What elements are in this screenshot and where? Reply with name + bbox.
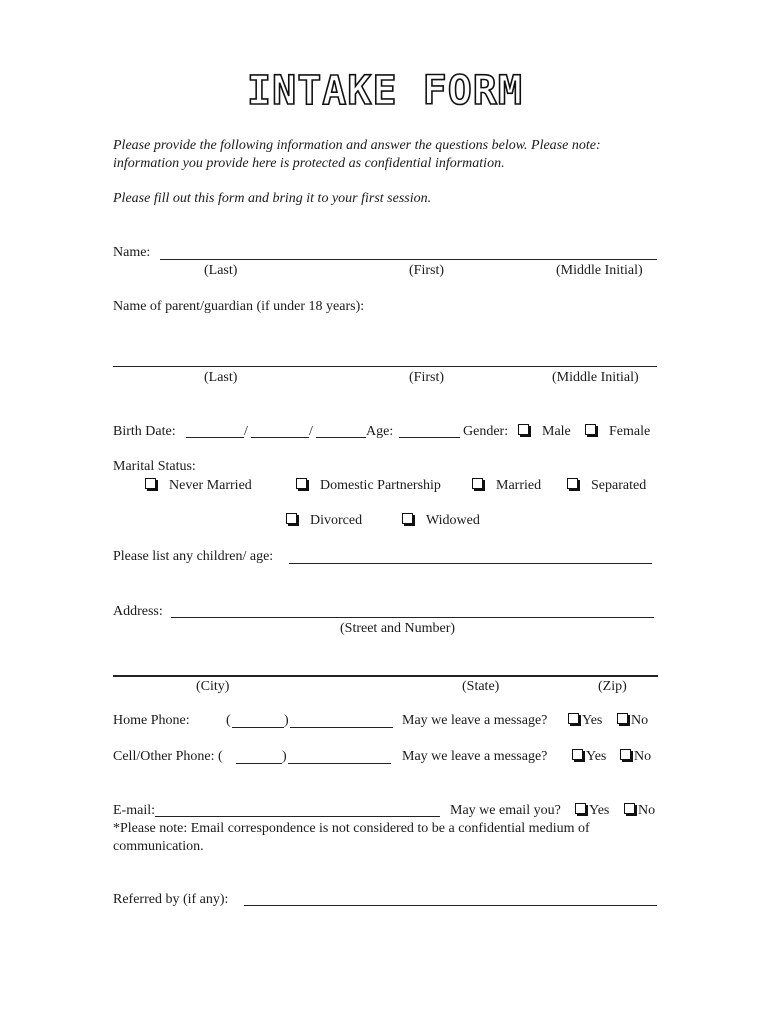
email-question: May we email you? [450, 803, 561, 818]
gender-male-option[interactable] [518, 424, 571, 440]
intro-line-3: Please fill out this form and bring it to your first session. [113, 191, 432, 206]
home-phone-close-paren: ) [284, 713, 289, 728]
name-label: Name: [113, 245, 151, 260]
birth-separator-1: / [244, 424, 248, 439]
cell-phone-close-paren: ) [282, 749, 287, 764]
email-label: E-mail: [113, 803, 155, 818]
email-input-line[interactable] [155, 816, 440, 817]
marital-never-label: Never Married [169, 478, 252, 493]
children-label: Please list any children/ age: [113, 549, 274, 564]
guardian-last-caption: (Last) [204, 370, 238, 385]
marital-status-label: Marital Status: [113, 459, 196, 474]
birth-month-line[interactable] [186, 437, 244, 438]
email-yes-label: Yes [589, 803, 610, 818]
checkbox-icon[interactable] [572, 749, 583, 760]
email-note-line-1: *Please note: Email correspondence is not considered to be a confidential medium of [113, 821, 590, 836]
home-phone-label: Home Phone: [113, 713, 190, 728]
cell-phone-area-line[interactable] [236, 763, 282, 764]
home-phone-area-line[interactable] [232, 727, 284, 728]
home-phone-open-paren: ( [226, 713, 231, 728]
home-phone-yes-option[interactable] [568, 713, 602, 729]
checkbox-icon[interactable] [575, 803, 586, 814]
home-phone-no-option[interactable] [617, 713, 648, 729]
cell-phone-no-label: No [634, 749, 652, 764]
birth-date-label: Birth Date: [113, 424, 176, 439]
home-phone-no-label: No [631, 713, 649, 728]
name-input-line[interactable] [160, 259, 657, 260]
checkbox-icon[interactable] [145, 478, 156, 489]
gender-female-label: Female [609, 424, 651, 439]
referred-by-input-line[interactable] [244, 905, 657, 906]
checkbox-icon[interactable] [472, 478, 483, 489]
guardian-input-line[interactable] [113, 366, 657, 367]
birth-day-line[interactable] [251, 437, 309, 438]
checkbox-icon[interactable] [617, 713, 628, 724]
marital-domestic-label: Domestic Partnership [320, 478, 441, 493]
address-street-line[interactable] [171, 617, 654, 618]
email-note-line-2: communication. [113, 839, 204, 854]
cell-phone-yes-option[interactable] [572, 749, 606, 765]
address-city-line[interactable] [113, 675, 658, 677]
age-input-line[interactable] [399, 437, 460, 438]
checkbox-icon[interactable] [518, 424, 529, 435]
marital-divorced-label: Divorced [310, 513, 363, 528]
checkbox-icon[interactable] [620, 749, 631, 760]
checkbox-icon[interactable] [402, 513, 413, 524]
cell-phone-yes-label: Yes [586, 749, 607, 764]
form-title: INTAKE FORM [247, 68, 523, 114]
name-middle-caption: (Middle Initial) [556, 263, 643, 278]
checkbox-icon[interactable] [286, 513, 297, 524]
cell-phone-message-question: May we leave a message? [402, 749, 548, 764]
referred-by-label: Referred by (if any): [113, 892, 229, 907]
cell-phone-no-option[interactable] [620, 749, 651, 765]
address-label: Address: [113, 604, 163, 619]
cell-phone-label: Cell/Other Phone: ( [113, 749, 223, 764]
name-first-caption: (First) [409, 263, 444, 278]
guardian-middle-caption: (Middle Initial) [552, 370, 639, 385]
marital-married-label: Married [496, 478, 542, 493]
marital-never-option[interactable] [145, 478, 252, 494]
address-state-caption: (State) [462, 679, 500, 694]
guardian-label: Name of parent/guardian (if under 18 years): [113, 299, 365, 314]
age-label: Age: [366, 424, 394, 439]
intro-line-1: Please provide the following information and answer the questions below. Please note: [113, 138, 601, 153]
guardian-first-caption: (First) [409, 370, 444, 385]
marital-divorced-option[interactable] [286, 513, 362, 529]
checkbox-icon[interactable] [568, 713, 579, 724]
home-phone-number-line[interactable] [290, 727, 393, 728]
cell-phone-number-line[interactable] [288, 763, 391, 764]
address-street-caption: (Street and Number) [340, 621, 456, 636]
birth-separator-2: / [309, 424, 313, 439]
children-input-line[interactable] [289, 563, 652, 564]
gender-label: Gender: [463, 424, 509, 439]
gender-female-option[interactable] [585, 424, 650, 440]
marital-domestic-option[interactable] [296, 478, 441, 494]
email-yes-option[interactable] [575, 803, 609, 819]
marital-separated-label: Separated [591, 478, 647, 493]
checkbox-icon[interactable] [585, 424, 596, 435]
address-zip-caption: (Zip) [598, 679, 627, 694]
checkbox-icon[interactable] [567, 478, 578, 489]
home-phone-message-question: May we leave a message? [402, 713, 548, 728]
gender-male-label: Male [542, 424, 571, 439]
marital-married-option[interactable] [472, 478, 541, 494]
address-city-caption: (City) [196, 679, 230, 694]
marital-widowed-option[interactable] [402, 513, 480, 529]
checkbox-icon[interactable] [296, 478, 307, 489]
marital-separated-option[interactable] [567, 478, 646, 494]
email-no-label: No [638, 803, 656, 818]
intro-line-2: information you provide here is protected as confidential information. [113, 156, 505, 171]
email-no-option[interactable] [624, 803, 655, 819]
marital-widowed-label: Widowed [426, 513, 480, 528]
birth-year-line[interactable] [316, 437, 366, 438]
name-last-caption: (Last) [204, 263, 238, 278]
checkbox-icon[interactable] [624, 803, 635, 814]
home-phone-yes-label: Yes [582, 713, 603, 728]
